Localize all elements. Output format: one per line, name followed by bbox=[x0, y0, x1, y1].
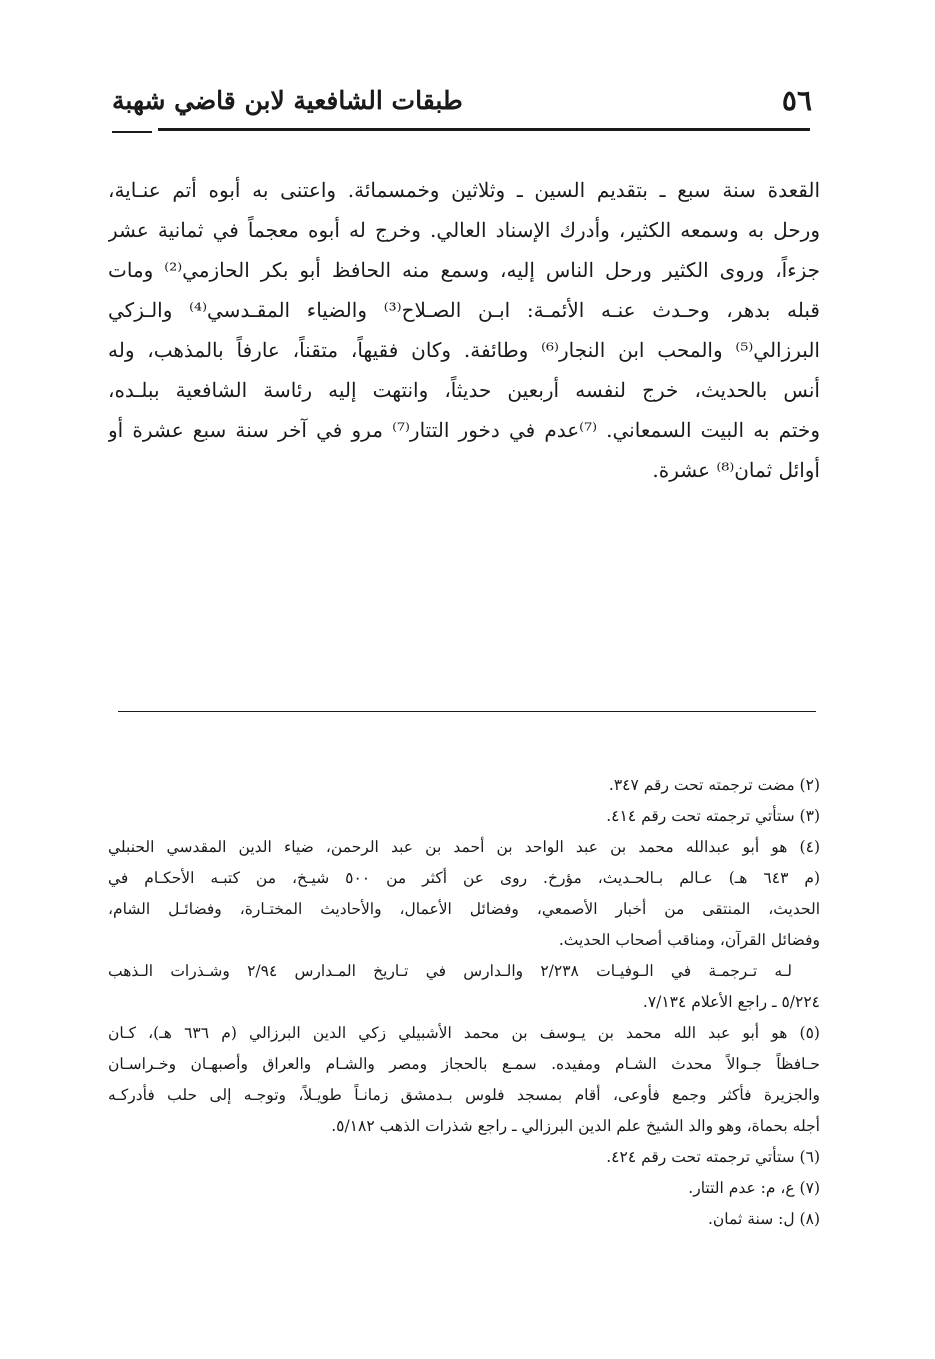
main-text-line: القعدة سنة سبع ـ بتقديم السين ـ وثلاثين وخمسمائة. واعتنى به أبوه أتم عنـاية، bbox=[108, 178, 820, 202]
footnote-separator bbox=[118, 711, 816, 712]
main-text bbox=[108, 170, 820, 490]
footnote-line: لـه تـرجمـة في الـوفيـات ٢/٢٣٨ والـدارس في تـاريخ المـدارس ٢/٩٤ وشـذرات الـذهب bbox=[108, 962, 792, 980]
main-text-line: أنس بالحديث، خرج لنفسه أربعين حديثاً، وانتهت إليه رئاسة الشافعية ببلـده، bbox=[108, 378, 820, 402]
footnote-line: (٢) مضت ترجمته تحت رقم ٣٤٧. bbox=[608, 776, 820, 794]
footnote-line: (٨) ل: سنة ثمان. bbox=[708, 1210, 820, 1228]
footnote-line: الحديث، المنتقى من أخبار الأصمعي، وفضائل الأعمال، والأحاديث المختـارة، وفضائـل الشام، bbox=[108, 900, 820, 918]
header-rule-short bbox=[112, 131, 152, 133]
footnote-line: (٤) هو أبو عبدالله محمد بن عبد الواحد بن أحمد بن عبد الرحمن، ضياء الدين المقدسي الحنبلي bbox=[108, 838, 820, 856]
footnote-line: (م ٦٤٣ هـ) عـالم بـالحـديث، مؤرخ. روى عن أكثر من ٥٠٠ شيـخ، من كتبـه الأحكـام في bbox=[108, 869, 820, 887]
main-text-line: أوائل ثمان⁽⁸⁾ عشرة. bbox=[652, 458, 820, 482]
page-header bbox=[112, 78, 822, 118]
main-text-line: ورحل به وسمعه الكثير، وأدرك الإسناد العالي. وخرج له أبوه معجماً في ثمانية عشر bbox=[108, 218, 820, 242]
main-text-line: وختم به البيت السمعاني. ⁽⁷⁾عدم في دخور التتار⁽⁷⁾ مرو في آخر سنة سبع عشرة أو bbox=[108, 418, 820, 442]
page-number: ٥٦ bbox=[781, 84, 812, 117]
footnote-line: والجزيرة فأكثر وجمع فأوعى، أقام بمسجد فلوس بـدمشق زمانـاً طويـلاً، وتوجـه إلى حلب فأدركـه bbox=[108, 1086, 820, 1104]
main-text-line: البرزالي⁽⁵⁾ والمحب ابن النجار⁽⁶⁾ وطائفة. وكان فقيهاً، متقناً، عارفاً بالمذهب، وله bbox=[108, 338, 820, 362]
footnotes bbox=[108, 770, 820, 1235]
running-title: طبقات الشافعية لابن قاضي شهبة bbox=[112, 86, 463, 115]
main-text-line: قبله بدهر، وحـدث عنـه الأئمـة: ابـن الصـلاح⁽³⁾ والضياء المقـدسي⁽⁴⁾ والـزكي bbox=[108, 298, 820, 322]
footnote-line: (٧) ع، م: عدم التتار. bbox=[688, 1179, 820, 1197]
footnote-line: (٣) ستأتي ترجمته تحت رقم ٤١٤. bbox=[606, 807, 820, 825]
footnote-line: (٦) ستأتي ترجمته تحت رقم ٤٢٤. bbox=[606, 1148, 820, 1166]
footnote-line: حـافظاً جـوالاً محدث الشـام ومفيده. سمـع بالحجاز ومصر والشـام والعراق وأصبهـان وخـراسـان bbox=[108, 1055, 820, 1073]
footnote-line: ٥/٢٢٤ ـ راجع الأعلام ٧/١٣٤. bbox=[642, 993, 820, 1011]
footnote-line: (٥) هو أبو عبد الله محمد بن يـوسف بن محمد الأشبيلي زكي الدين البرزالي (م ٦٣٦ هـ)، كـان bbox=[108, 1024, 820, 1042]
footnote-line: وفضائل القرآن، ومناقب أصحاب الحديث. bbox=[558, 931, 820, 949]
header-rule bbox=[158, 128, 810, 131]
footnote-line: أجله بحماة، وهو والد الشيخ علم الدين البرزالي ـ راجع شذرات الذهب ٥/١٨٢. bbox=[331, 1117, 820, 1135]
main-text-line: جزءاً، وروى الكثير ورحل الناس إليه، وسمع منه الحافظ أبو بكر الحازمي⁽²⁾ ومات bbox=[108, 258, 820, 282]
